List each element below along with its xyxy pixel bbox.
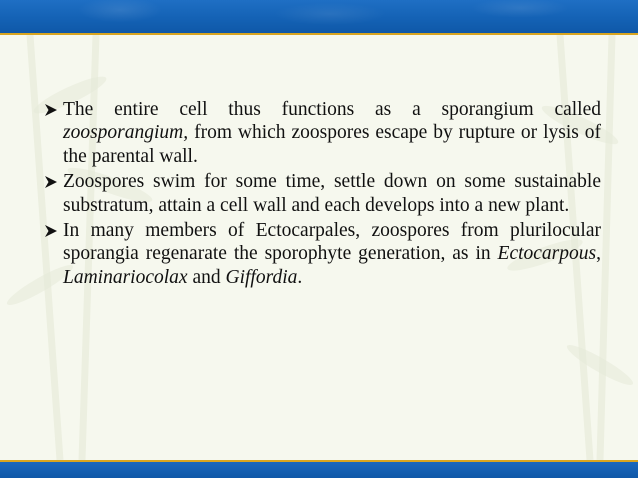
bullet-text: In many members of Ectocarpales, zoospores from plurilocular sporangia regenarate the sporophyte generation, as in [63,220,601,265]
bottom-banner [0,462,638,478]
bullet-item [44,219,601,289]
top-banner [0,0,638,33]
bullet-text: The entire cell thus functions as a sporangium called [63,99,601,120]
bullet-text: from which zoospores escape by rupture or lysis of the parental wall. [63,122,601,167]
arrow-bullet-icon [44,103,58,117]
italic-term: Laminariocolax [63,266,188,288]
bullet-text: . [297,266,303,288]
italic-term: Giffordia [225,266,298,288]
bullet-text: and [187,266,226,288]
italic-term: Ectocarpous [497,243,597,265]
arrow-bullet-icon [44,175,58,189]
italic-term: zoosporangium, [63,122,189,144]
bullet-text: Zoospores swim for some time, settle down on some sustainable substratum, attain a cell wall and each develops into a new plant. [63,171,601,216]
bullet-item [44,170,601,217]
slide-body [44,98,601,289]
bullet-text: , [596,243,601,265]
arrow-bullet-icon [44,224,58,238]
bullet-item [44,98,601,168]
